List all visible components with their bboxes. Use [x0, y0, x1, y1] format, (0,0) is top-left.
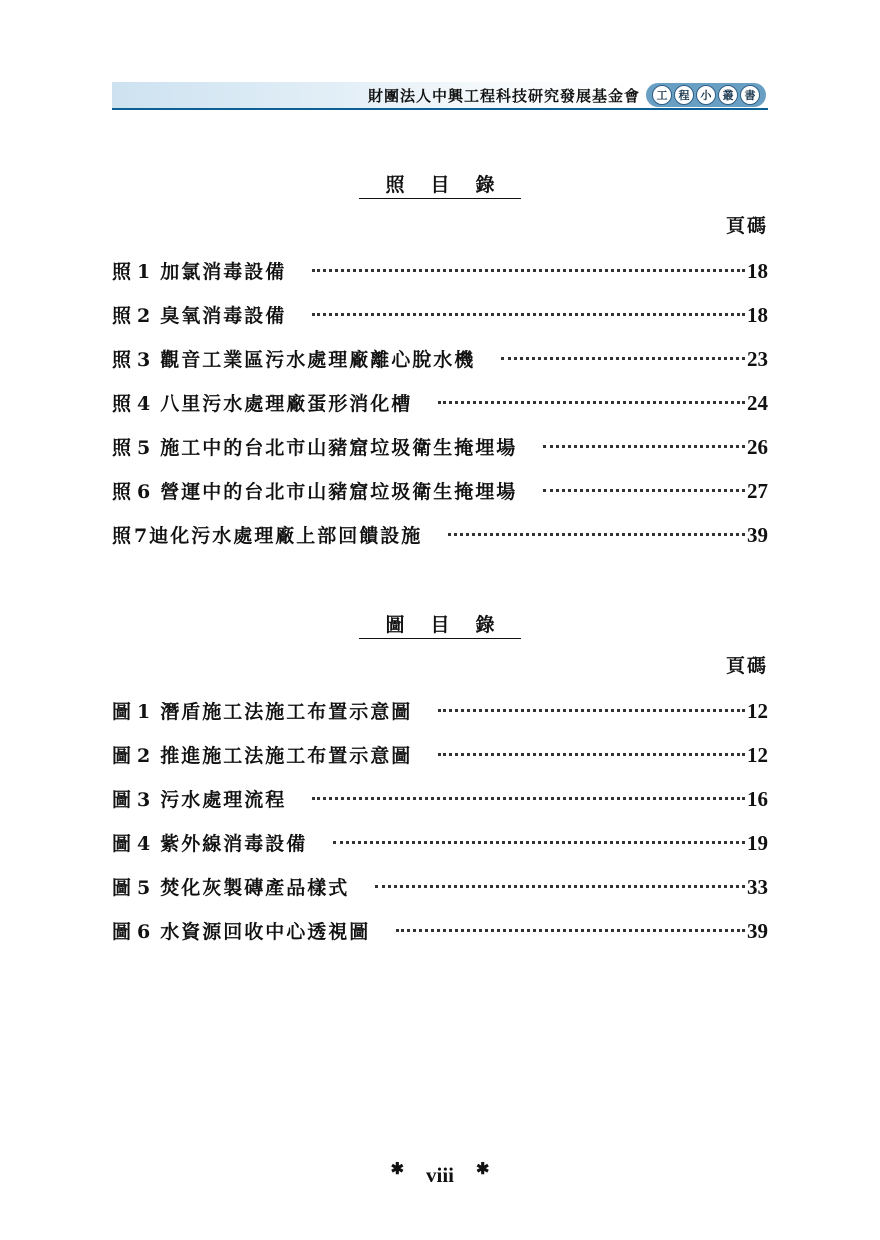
entry-prefix: 照: [112, 349, 132, 371]
figure-index-title: 圖目錄: [359, 612, 520, 639]
entry-label: [112, 514, 149, 558]
toc-entry[interactable]: [112, 293, 768, 337]
series-char: 書: [740, 85, 760, 105]
entry-page-number: 39: [747, 919, 768, 943]
entry-title: 加氯消毒設備: [160, 261, 287, 283]
figure-index-section: [112, 612, 768, 953]
toc-entry[interactable]: [112, 733, 768, 777]
entry-title: 施工中的台北市山豬窟垃圾衛生掩埋場: [160, 437, 518, 459]
entry-page-number: 12: [747, 699, 768, 723]
entry-number: 4: [137, 833, 151, 855]
toc-entry[interactable]: [112, 337, 768, 381]
entry-label: [112, 778, 160, 822]
toc-entry[interactable]: [112, 777, 768, 821]
dot-leader: [312, 313, 745, 316]
entry-number: 1: [137, 701, 151, 723]
dot-leader: [438, 401, 745, 404]
page-number: viii: [425, 1162, 454, 1187]
dot-leader: [312, 797, 745, 800]
entry-label: [112, 822, 160, 866]
entry-prefix: 照: [112, 393, 132, 415]
entry-label: [112, 382, 160, 426]
entry-number: 5: [137, 437, 151, 459]
dot-leader: [448, 533, 745, 536]
entry-number: 6: [137, 481, 151, 503]
entry-title: 潛盾施工法施工布置示意圖: [160, 701, 413, 723]
entry-prefix: 照: [112, 525, 132, 547]
entry-label: [112, 250, 160, 294]
entry-number: 3: [137, 349, 151, 371]
series-char: 小: [696, 85, 716, 105]
entry-page-number: 26: [747, 435, 768, 459]
entry-prefix: 照: [112, 481, 132, 503]
dot-leader: [375, 885, 745, 888]
figure-index-list: [112, 689, 768, 953]
entry-prefix: 圖: [112, 701, 132, 723]
entry-title: 焚化灰製磚產品樣式: [160, 877, 350, 899]
entry-label: [112, 910, 160, 954]
entry-title: 觀音工業區污水處理廠離心脫水機: [160, 349, 476, 371]
entry-label: [112, 338, 160, 382]
star-ornament-icon: ✱: [476, 1161, 490, 1178]
entry-page-number: 18: [747, 303, 768, 327]
entry-title: 污水處理流程: [160, 789, 287, 811]
entry-number: 6: [137, 921, 151, 943]
entry-prefix: 圖: [112, 833, 132, 855]
toc-entry[interactable]: [112, 249, 768, 293]
toc-entry[interactable]: [112, 381, 768, 425]
series-logo-badge: [646, 83, 766, 107]
series-char: 叢: [718, 85, 738, 105]
entry-title: 水資源回收中心透視圖: [160, 921, 371, 943]
entry-number: 3: [137, 789, 151, 811]
entry-prefix: 圖: [112, 789, 132, 811]
entry-title: 臭氧消毒設備: [160, 305, 287, 327]
series-char: 程: [674, 85, 694, 105]
dot-leader: [312, 269, 745, 272]
running-header: [112, 82, 768, 110]
entry-title: 推進施工法施工布置示意圖: [160, 745, 413, 767]
entry-page-number: 27: [747, 479, 768, 503]
entry-page-number: 23: [747, 347, 768, 371]
dot-leader: [396, 929, 745, 932]
dot-leader: [543, 489, 745, 492]
dot-leader: [438, 709, 745, 712]
dot-leader: [438, 753, 745, 756]
dot-leader: [333, 841, 745, 844]
entry-title: 迪化污水處理廠上部回饋設施: [149, 525, 423, 547]
entry-number: 4: [137, 393, 151, 415]
entry-page-number: 33: [747, 875, 768, 899]
toc-entry[interactable]: [112, 425, 768, 469]
entry-title: 八里污水處理廠蛋形消化槽: [160, 393, 413, 415]
entry-label: [112, 294, 160, 338]
toc-entry[interactable]: [112, 469, 768, 513]
entry-title: 紫外線消毒設備: [160, 833, 308, 855]
entry-label: [112, 426, 160, 470]
star-ornament-icon: ✱: [390, 1161, 404, 1178]
series-char: 工: [652, 85, 672, 105]
entry-prefix: 圖: [112, 877, 132, 899]
entry-label: [112, 734, 160, 778]
photo-index-list: [112, 249, 768, 557]
entry-page-number: 18: [747, 259, 768, 283]
entry-page-number: 19: [747, 831, 768, 855]
page-column-label: 頁碼: [725, 655, 768, 677]
entry-title: 營運中的台北市山豬窟垃圾衛生掩埋場: [160, 481, 518, 503]
photo-index-title: 照目錄: [359, 172, 520, 199]
entry-label: [112, 690, 160, 734]
entry-label: [112, 470, 160, 514]
entry-prefix: 圖: [112, 745, 132, 767]
entry-number: 2: [137, 305, 151, 327]
entry-number: 1: [137, 261, 151, 283]
entry-page-number: 39: [747, 523, 768, 547]
entry-prefix: 照: [112, 305, 132, 327]
entry-page-number: 24: [747, 391, 768, 415]
dot-leader: [501, 357, 745, 360]
page-column-label: 頁碼: [725, 215, 768, 237]
entry-label: [112, 866, 160, 910]
entry-number: 7: [134, 525, 148, 547]
entry-page-number: 12: [747, 743, 768, 767]
toc-entry[interactable]: [112, 689, 768, 733]
photo-index-section: [112, 172, 768, 557]
toc-entry[interactable]: [112, 513, 768, 557]
entry-prefix: 照: [112, 261, 132, 283]
toc-entry[interactable]: [112, 821, 768, 865]
dot-leader: [543, 445, 745, 448]
foundation-name: 財團法人中興工程科技研究發展基金會: [367, 86, 640, 105]
entry-prefix: 照: [112, 437, 132, 459]
entry-page-number: 16: [747, 787, 768, 811]
page-footer: [0, 1160, 880, 1190]
entry-prefix: 圖: [112, 921, 132, 943]
toc-entry[interactable]: [112, 865, 768, 909]
entry-number: 5: [137, 877, 151, 899]
toc-entry[interactable]: [112, 909, 768, 953]
entry-number: 2: [137, 745, 151, 767]
